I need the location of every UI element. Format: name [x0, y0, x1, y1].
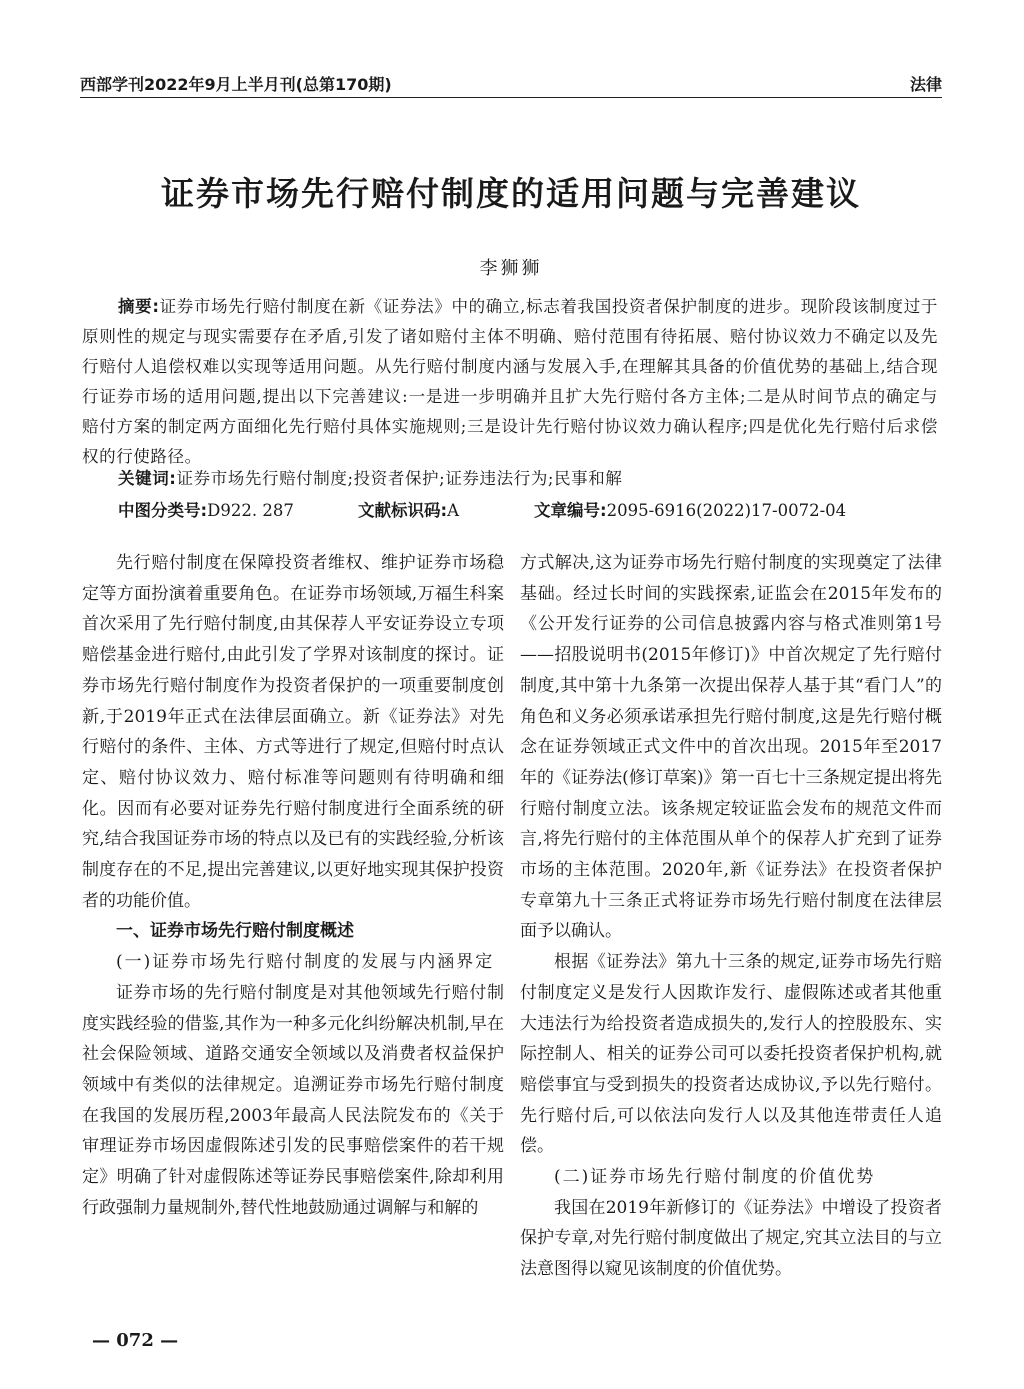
subsection-heading: (二)证券市场先行赔付制度的价值优势: [554, 1167, 876, 1188]
subsection-heading: (一)证券市场先行赔付制度的发展与内涵界定: [116, 952, 495, 973]
keywords-text: 证券市场先行赔付制度;投资者保护;证券违法行为;民事和解: [176, 469, 623, 488]
paragraph: 我国在2019年新修订的《证券法》中增设了投资者保护专章,对先行赔付制度做出了规定,究其立法目的与立法意图得以窥见该制度的价值优势。: [520, 1197, 942, 1280]
abstract: [82, 292, 938, 472]
article-author: 李狮狮: [479, 258, 543, 279]
keywords-label: 关键词:: [118, 469, 177, 488]
section-label: 法律: [909, 75, 942, 94]
body-column-left: [82, 548, 504, 1223]
body-column-right: [520, 548, 942, 1285]
page-header: [80, 70, 942, 100]
doc-value: A: [447, 501, 460, 520]
section-heading: 一、证券市场先行赔付制度概述: [116, 921, 354, 942]
page-number: — 072 —: [92, 1330, 179, 1351]
doc-label: 文献标识码:: [358, 501, 448, 520]
abstract-text: 证券市场先行赔付制度在新《证券法》中的确立,标志着我国投资者保护制度的进步。现阶段该制度过于原则性的规定与现实需要存在矛盾,引发了诸如赔付主体不明确、赔付范围有待拓展、赔付协议效力不确定以及先行赔付人追偿权难以实现等适用问题。从先行赔付制度内涵与发展入手,在理解其具备的价值优势的基础上,结合现行证券市场的适用问题,提出以下完善建议:一是进一步明确并且扩大先行赔付各方主体;二是从时间节点的确定与赔付方案的制定两方面细化先行赔付具体实施规则;三是设计先行赔付协议效力确认程序;四是优化先行赔付后求偿权的行使路径。: [82, 297, 938, 466]
paragraph: 证券市场的先行赔付制度是对其他领域先行赔付制度实践经验的借鉴,其作为一种多元化纠纷解决机制,早在社会保险领域、道路交通安全领域以及消费者权益保护领域中有类似的法律规定。追溯证券市场先行赔付制度在我国的发展历程,2003年最高人民法院发布的《关于审理证券市场因虚假陈述引发的民事赔偿案件的若干规定》明确了针对虚假陈述等证券民事赔偿案件,除却利用行政强制力量规制外,替代性地鼓励通过调解与和解的: [82, 982, 504, 1218]
clc-value: D922. 287: [207, 501, 294, 520]
article-label: 文章编号:: [534, 501, 607, 520]
abstract-label: 摘要:: [118, 297, 160, 316]
clc-label: 中图分类号:: [118, 501, 208, 520]
paragraph: 先行赔付制度在保障投资者维权、维护证券市场稳定等方面扮演着重要角色。在证券市场领域,万福生科案首次采用了先行赔付制度,由其保荐人平安证券设立专项赔偿基金进行赔付,由此引发了学界对该制度的探讨。证券市场先行赔付制度作为投资者保护的一项重要制度创新,于2019年正式在法律层面确立。新《证券法》对先行赔付的条件、主体、方式等进行了规定,但赔付时点认定、赔付协议效力、赔付标准等问题则有待明确和细化。因而有必要对证券先行赔付制度进行全面系统的研究,结合我国证券市场的特点以及已有的实践经验,分析该制度存在的不足,提出完善建议,以更好地实现其保护投资者的功能价值。: [82, 553, 504, 911]
clc-code: [118, 497, 294, 521]
paragraph: 方式解决,这为证券市场先行赔付制度的实现奠定了法律基础。经过长时间的实践探索,证监会在2015年发布的《公开发行证券的公司信息披露内容与格式准则第1号——招股说明书(2015年修订)》中首次规定了先行赔付制度,其中第十九条第一次提出保荐人基于其“看门人”的角色和义务必须承诺承担先行赔付制度,这是先行赔付概念在证券领域正式文件中的首次出现。2015年至2017年的《证券法(修订草案)》第一百七十三条规定提出将先行赔付制度立法。该条规定较证监会发布的规范文件而言,将先行赔付的主体范围从单个的保荐人扩充到了证券市场的主体范围。2020年,新《证券法》在投资者保护专章第九十三条正式将证券市场先行赔付制度在法律层面予以确认。: [520, 553, 942, 942]
classification-line: [118, 497, 938, 523]
article-value: 2095-6916(2022)17-0072-04: [606, 501, 847, 520]
header-rule: [80, 97, 942, 98]
article-code: [534, 497, 846, 521]
article-title: 证券市场先行赔付制度的适用问题与完善建议: [161, 174, 861, 213]
journal-info: 西部学刊2022年9月上半月刊(总第170期): [80, 75, 392, 94]
paragraph: 根据《证券法》第九十三条的规定,证券市场先行赔付制度定义是发行人因欺诈发行、虚假陈述或者其他重大违法行为给投资者造成损失的,发行人的控股股东、实际控制人、相关的证券公司可以委托投资者保护机构,就赔偿事宜与受到损失的投资者达成协议,予以先行赔付。先行赔付后,可以依法向发行人以及其他连带责任人追偿。: [520, 952, 942, 1157]
doc-code: [358, 497, 459, 521]
keywords: [118, 465, 938, 489]
